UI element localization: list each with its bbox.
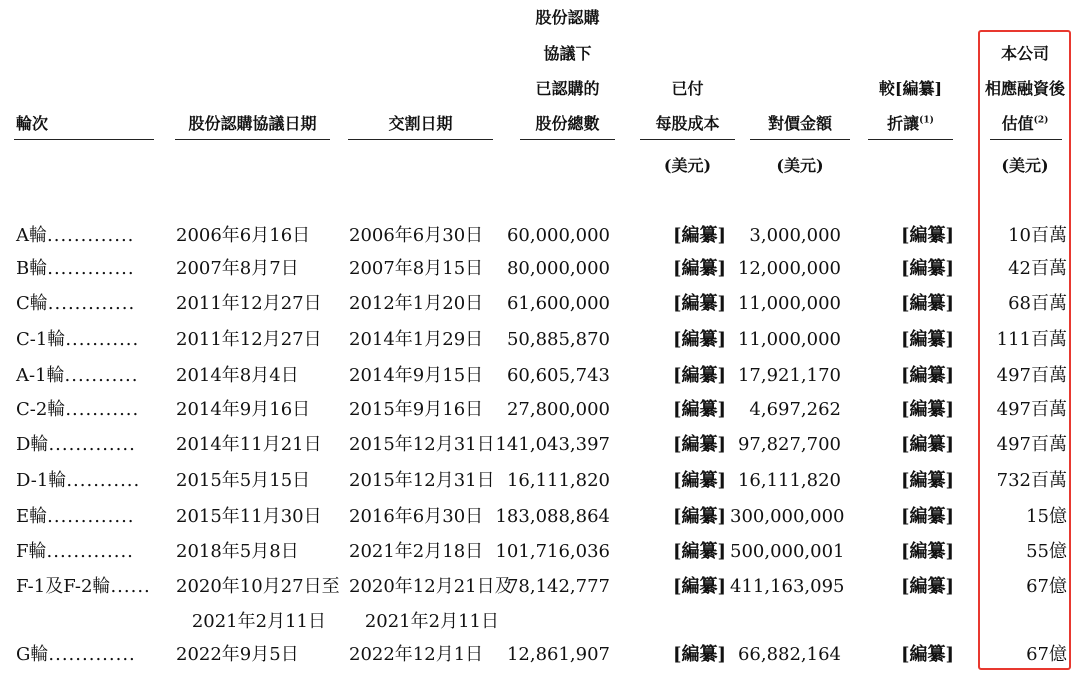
- header-discount-line1: 較[編纂]: [878, 79, 943, 98]
- cell-cost: [編纂]: [672, 258, 726, 279]
- leader-dots: .............: [47, 258, 135, 279]
- cell-consideration: 3,000,000: [749, 225, 841, 246]
- cell-settlement-date: 2015年12月31日: [349, 470, 495, 491]
- cell-agreement-date-2: 2021年2月11日: [191, 611, 326, 632]
- leader-dots: .............: [46, 541, 134, 562]
- cell-agreement-date: 2006年6月16日: [176, 225, 311, 246]
- cell-agreement-date: 2022年9月5日: [176, 644, 299, 665]
- cell-round: [16, 576, 176, 598]
- header-discount-line2: [868, 114, 953, 134]
- cell-cost: [編纂]: [672, 365, 726, 386]
- cell-agreement-date: 2007年8月7日: [176, 258, 299, 279]
- header-total-shares-line3: 已認購的: [535, 79, 600, 98]
- cell-settlement-date: 2014年1月29日: [349, 329, 484, 350]
- cell-settlement-date: 2015年12月31日: [349, 434, 495, 455]
- cell-shares: 78,142,777: [506, 576, 610, 597]
- cell-round: [16, 258, 176, 280]
- cell-round: [16, 644, 176, 666]
- cell-shares: 101,716,036: [495, 541, 610, 562]
- cell-agreement-date: 2011年12月27日: [176, 329, 322, 350]
- cell-agreement-date: 2015年11月30日: [176, 506, 322, 527]
- cell-round: [16, 293, 176, 315]
- cell-settlement-date: 2021年2月18日: [349, 541, 484, 562]
- header-round: 輪次: [16, 114, 49, 133]
- cell-valuation: 732百萬: [996, 470, 1067, 491]
- header-rule-discount: [868, 139, 953, 140]
- cell-valuation: 497百萬: [996, 399, 1067, 420]
- header-settlement-date: 交割日期: [388, 114, 453, 133]
- cell-agreement-date: 2014年11月21日: [176, 434, 322, 455]
- round-label: E輪: [16, 506, 48, 527]
- round-label: G輪: [16, 644, 49, 665]
- cell-settlement-date-2: 2021年2月11日: [364, 611, 499, 632]
- cell-round: [16, 399, 176, 421]
- cell-settlement-date: 2016年6月30日: [349, 506, 484, 527]
- cell-shares: 12,861,907: [506, 644, 610, 665]
- leader-dots: ......: [110, 576, 151, 597]
- round-label: D-1輪: [16, 470, 67, 491]
- leader-dots: .............: [48, 434, 136, 455]
- cell-shares: 60,000,000: [506, 225, 610, 246]
- cell-settlement-date: 2006年6月30日: [349, 225, 484, 246]
- header-total-shares-line2: 協議下: [543, 44, 592, 63]
- cell-settlement-date: 2022年12月1日: [349, 644, 484, 665]
- cell-discount: [編纂]: [900, 470, 954, 491]
- cell-settlement-date: 2007年8月15日: [349, 258, 484, 279]
- leader-dots: .............: [47, 225, 135, 246]
- cell-valuation: 67億: [1026, 576, 1067, 597]
- cell-consideration: 16,111,820: [737, 470, 841, 491]
- cell-round: [16, 470, 176, 492]
- cell-discount: [編纂]: [900, 293, 954, 314]
- cell-shares: 80,000,000: [506, 258, 610, 279]
- round-label: F-1及F-2輪: [16, 576, 111, 597]
- header-rule-total-shares: [520, 139, 615, 140]
- cell-consideration: 17,921,170: [737, 365, 841, 386]
- cell-consideration: 300,000,000: [730, 506, 845, 527]
- cell-discount: [編纂]: [900, 329, 954, 350]
- round-label: C-2輪: [16, 399, 66, 420]
- unit-valuation: (美元): [1001, 156, 1049, 175]
- header-rule-cost: [640, 139, 735, 140]
- cell-consideration: 12,000,000: [737, 258, 841, 279]
- cell-valuation: 10百萬: [1008, 225, 1067, 246]
- cell-consideration: 97,827,700: [737, 434, 841, 455]
- cell-cost: [編纂]: [672, 470, 726, 491]
- cell-valuation: 111百萬: [996, 329, 1067, 350]
- cell-cost: [編纂]: [672, 541, 726, 562]
- cell-consideration: 500,000,001: [730, 541, 845, 562]
- cell-discount: [編纂]: [900, 399, 954, 420]
- cell-round: [16, 329, 176, 351]
- header-rule-round: [14, 139, 154, 140]
- unit-cost: (美元): [663, 156, 712, 175]
- cell-agreement-date: 2011年12月27日: [176, 293, 322, 314]
- round-label: A-1輪: [16, 365, 65, 386]
- cell-round: [16, 225, 176, 247]
- cell-agreement-date: 2015年5月15日: [176, 470, 311, 491]
- cell-agreement-date: 2020年10月27日至: [176, 576, 340, 597]
- cell-round: [16, 506, 176, 528]
- round-label: C輪: [16, 293, 48, 314]
- header-total-shares-line1: 股份認購: [535, 8, 600, 27]
- round-label: A輪: [16, 225, 47, 246]
- header-valuation-line2: 相應融資後: [984, 79, 1065, 98]
- footnote-ref-2: (2): [1033, 115, 1049, 126]
- header-total-shares-line4: 股份總數: [535, 114, 600, 133]
- header-valuation-label: 估值: [1001, 114, 1034, 133]
- cell-shares: 16,111,820: [506, 470, 610, 491]
- cell-round: [16, 434, 176, 456]
- leader-dots: ...........: [65, 399, 140, 420]
- cell-consideration: 66,882,164: [737, 644, 841, 665]
- cell-discount: [編纂]: [900, 506, 954, 527]
- cell-consideration: 11,000,000: [737, 293, 841, 314]
- leader-dots: .............: [47, 506, 135, 527]
- cell-discount: [編纂]: [900, 258, 954, 279]
- cell-valuation: 67億: [1026, 644, 1067, 665]
- cell-valuation: 68百萬: [1008, 293, 1067, 314]
- leader-dots: ...........: [65, 329, 140, 350]
- leader-dots: .............: [47, 293, 136, 314]
- header-consideration: 對價金額: [767, 114, 832, 133]
- cell-settlement-date: 2012年1月20日: [349, 293, 484, 314]
- cell-consideration: 4,697,262: [749, 399, 841, 420]
- cell-cost: [編纂]: [672, 293, 726, 314]
- cell-shares: 27,800,000: [506, 399, 610, 420]
- leader-dots: .............: [48, 644, 136, 665]
- cell-shares: 183,088,864: [495, 506, 610, 527]
- cell-shares: 141,043,397: [495, 434, 610, 455]
- round-label: D輪: [16, 434, 49, 455]
- cell-agreement-date: 2014年8月4日: [176, 365, 299, 386]
- cell-agreement-date: 2018年5月8日: [176, 541, 299, 562]
- header-agreement-date: 股份認購協議日期: [188, 114, 317, 133]
- header-rule-consideration: [750, 139, 850, 140]
- cell-valuation: 55億: [1026, 541, 1067, 562]
- unit-consideration: (美元): [776, 156, 824, 175]
- cell-settlement-date: 2014年9月15日: [349, 365, 484, 386]
- cell-cost: [編纂]: [672, 644, 726, 665]
- cell-round: [16, 541, 176, 563]
- header-discount-label: 折讓: [887, 114, 920, 133]
- header-cost-line2: 每股成本: [655, 114, 720, 133]
- cell-cost: [編纂]: [672, 506, 726, 527]
- cell-discount: [編纂]: [900, 225, 954, 246]
- cell-discount: [編纂]: [900, 541, 954, 562]
- round-label: C-1輪: [16, 329, 66, 350]
- header-valuation-line1: 本公司: [1000, 44, 1049, 63]
- cell-agreement-date: 2014年9月16日: [176, 399, 311, 420]
- cell-cost: [編纂]: [672, 225, 726, 246]
- cell-cost: [編纂]: [672, 399, 726, 420]
- cell-cost: [編纂]: [672, 434, 726, 455]
- cell-discount: [編纂]: [900, 576, 954, 597]
- header-rule-agreement-date: [175, 139, 330, 140]
- footnote-ref-1: (1): [919, 115, 934, 126]
- cell-discount: [編纂]: [900, 365, 954, 386]
- round-label: B輪: [16, 258, 48, 279]
- cell-consideration: 11,000,000: [737, 329, 841, 350]
- cell-shares: 60,605,743: [506, 365, 610, 386]
- cell-discount: [編纂]: [900, 434, 954, 455]
- cell-shares: 61,600,000: [506, 293, 610, 314]
- header-cost-line1: 已付: [671, 79, 704, 98]
- cell-consideration: 411,163,095: [730, 576, 845, 597]
- leader-dots: ...........: [64, 365, 139, 386]
- cell-valuation: 497百萬: [996, 365, 1067, 386]
- cell-valuation: 15億: [1026, 506, 1067, 527]
- cell-settlement-date: 2020年12月21日及: [349, 576, 513, 597]
- cell-valuation: 42百萬: [1008, 258, 1067, 279]
- cell-settlement-date: 2015年9月16日: [349, 399, 484, 420]
- cell-cost: [編纂]: [672, 329, 726, 350]
- valuation-highlight-box: [978, 30, 1071, 670]
- cell-discount: [編纂]: [900, 644, 954, 665]
- header-rule-settlement-date: [348, 139, 493, 140]
- round-label: F輪: [16, 541, 47, 562]
- cell-cost: [編纂]: [672, 576, 726, 597]
- cell-valuation: 497百萬: [996, 434, 1067, 455]
- cell-shares: 50,885,870: [506, 329, 610, 350]
- leader-dots: ...........: [66, 470, 141, 491]
- cell-round: [16, 365, 176, 387]
